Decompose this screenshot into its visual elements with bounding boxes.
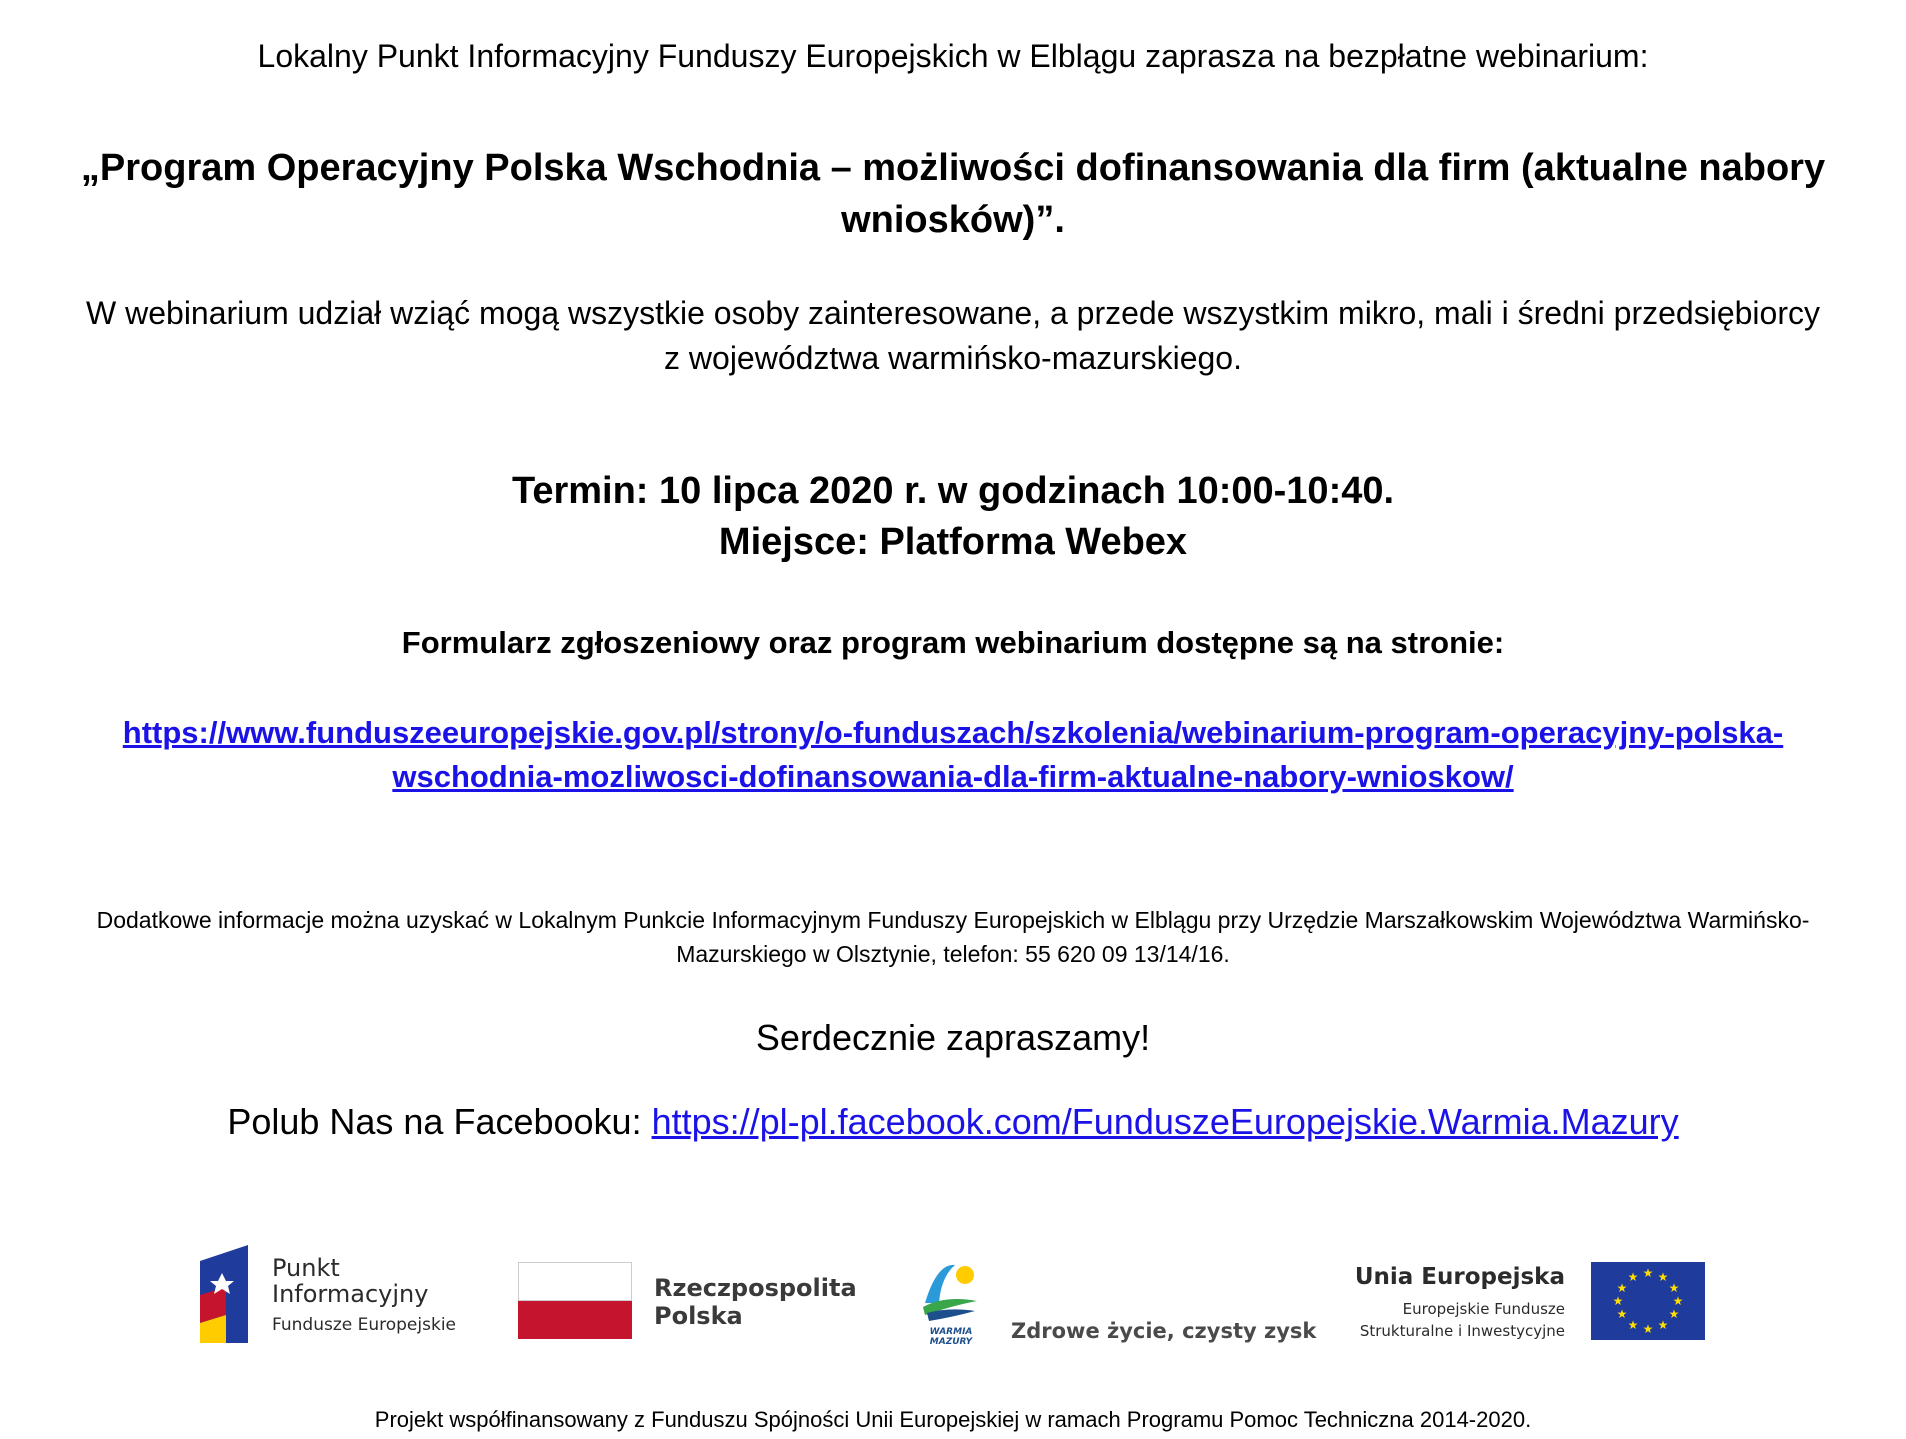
warmia-mazury-small-label: WARMIA MAZURY	[929, 1327, 973, 1347]
polska-label: Polska	[654, 1302, 743, 1330]
svg-text:★: ★	[1627, 1318, 1639, 1332]
form-label: Formularz zgłoszeniowy oraz program webinarium dostępne są na stronie:	[401, 625, 1505, 660]
additional-info-line-1: Dodatkowe informacje można uzyskać w Lokalnym Punkcie Informacyjnym Funduszy Europejskich w Elblągu przy Urzędzie Marszałkowskim Województwa Warmińsko-	[96, 907, 1810, 933]
closing-text: Serdecznie zapraszamy!	[755, 1017, 1151, 1058]
unia-europejska-label: Unia Europejska	[1354, 1264, 1565, 1290]
punkt-informacyjny-logo	[196, 1245, 456, 1355]
additional-info-line-2: Mazurskiego w Olsztynie, telefon: 55 620 09 13/14/16.	[676, 941, 1230, 967]
warmia-mazury-logo	[915, 1255, 1317, 1355]
description-line-2: z województwa warmińsko-mazurskiego.	[664, 340, 1242, 376]
fundusze-europejskie-label: Fundusze Europejskie	[272, 1315, 456, 1335]
registration-link-text-1[interactable]: https://www.funduszeeuropejskie.gov.pl/strony/o-funduszach/szkolenia/webinarium-program-operacyjny-polska-	[122, 715, 1784, 750]
footer-text: Projekt współfinansowany z Funduszu Spójności Unii Europejskiej w ramach Programu Pomoc Techniczna 2014-2020.	[374, 1407, 1532, 1432]
intro-text: Lokalny Punkt Informacyjny Funduszy Europejskich w Elblągu zaprasza na bezpłatne webinarium:	[257, 38, 1649, 74]
warmia-mazury-slogan: Zdrowe życie, czysty zysk	[1011, 1319, 1317, 1343]
warmia-mazury-emblem-icon	[915, 1255, 987, 1325]
europejskie-fundusze-label: Europejskie Fundusze	[1402, 1300, 1565, 1318]
facebook-link[interactable]: https://pl-pl.facebook.com/FunduszeEuropejskie.Warmia.Mazury	[651, 1101, 1679, 1142]
webinar-title-line-2: wniosków)”.	[841, 199, 1065, 241]
svg-text:★: ★	[1642, 1266, 1654, 1280]
webinar-title-line-1: „Program Operacyjny Polska Wschodnia – możliwości dofinansowania dla firm (aktualne nabory	[80, 147, 1826, 189]
punkt-label: Punkt	[272, 1254, 340, 1282]
svg-text:★: ★	[1668, 1281, 1680, 1295]
eu-flag-icon	[1591, 1262, 1705, 1340]
svg-text:★: ★	[1672, 1294, 1684, 1308]
registration-link-line-2[interactable]	[0, 755, 1906, 799]
registration-link-line-1[interactable]	[0, 711, 1906, 755]
informacyjny-label: Informacyjny	[272, 1280, 429, 1308]
rzeczpospolita-polska-logo	[518, 1262, 858, 1346]
event-date: Termin: 10 lipca 2020 r. w godzinach 10:00-10:40.	[511, 470, 1395, 512]
svg-text:★: ★	[1627, 1270, 1639, 1284]
strukturalne-inwestycyjne-label: Strukturalne i Inwestycyjne	[1359, 1322, 1565, 1340]
facebook-label: Polub Nas na Facebooku:	[227, 1101, 652, 1142]
svg-text:★: ★	[1657, 1270, 1669, 1284]
svg-text:★: ★	[1668, 1307, 1680, 1321]
svg-text:★: ★	[1642, 1322, 1654, 1336]
svg-text:★: ★	[1657, 1318, 1669, 1332]
facebook-line	[0, 1101, 1906, 1143]
svg-text:★: ★	[1616, 1281, 1628, 1295]
event-place: Miejsce: Platforma Webex	[718, 521, 1188, 563]
svg-text:★: ★	[1612, 1294, 1624, 1308]
unia-europejska-logo	[1345, 1262, 1705, 1346]
registration-link-text-2[interactable]: wschodnia-mozliwosci-dofinansowania-dla-firm-aktualne-nabory-wnioskow/	[392, 759, 1514, 794]
rzeczpospolita-label: Rzeczpospolita	[654, 1274, 857, 1302]
polish-flag-icon	[518, 1262, 632, 1342]
svg-text:★: ★	[1616, 1307, 1628, 1321]
description-line-1: W webinarium udział wziąć mogą wszystkie osoby zainteresowane, a przede wszystkim mikro, mali i średni przedsiębiorcy	[86, 295, 1820, 331]
fundusze-europejskie-emblem-icon	[196, 1245, 256, 1345]
